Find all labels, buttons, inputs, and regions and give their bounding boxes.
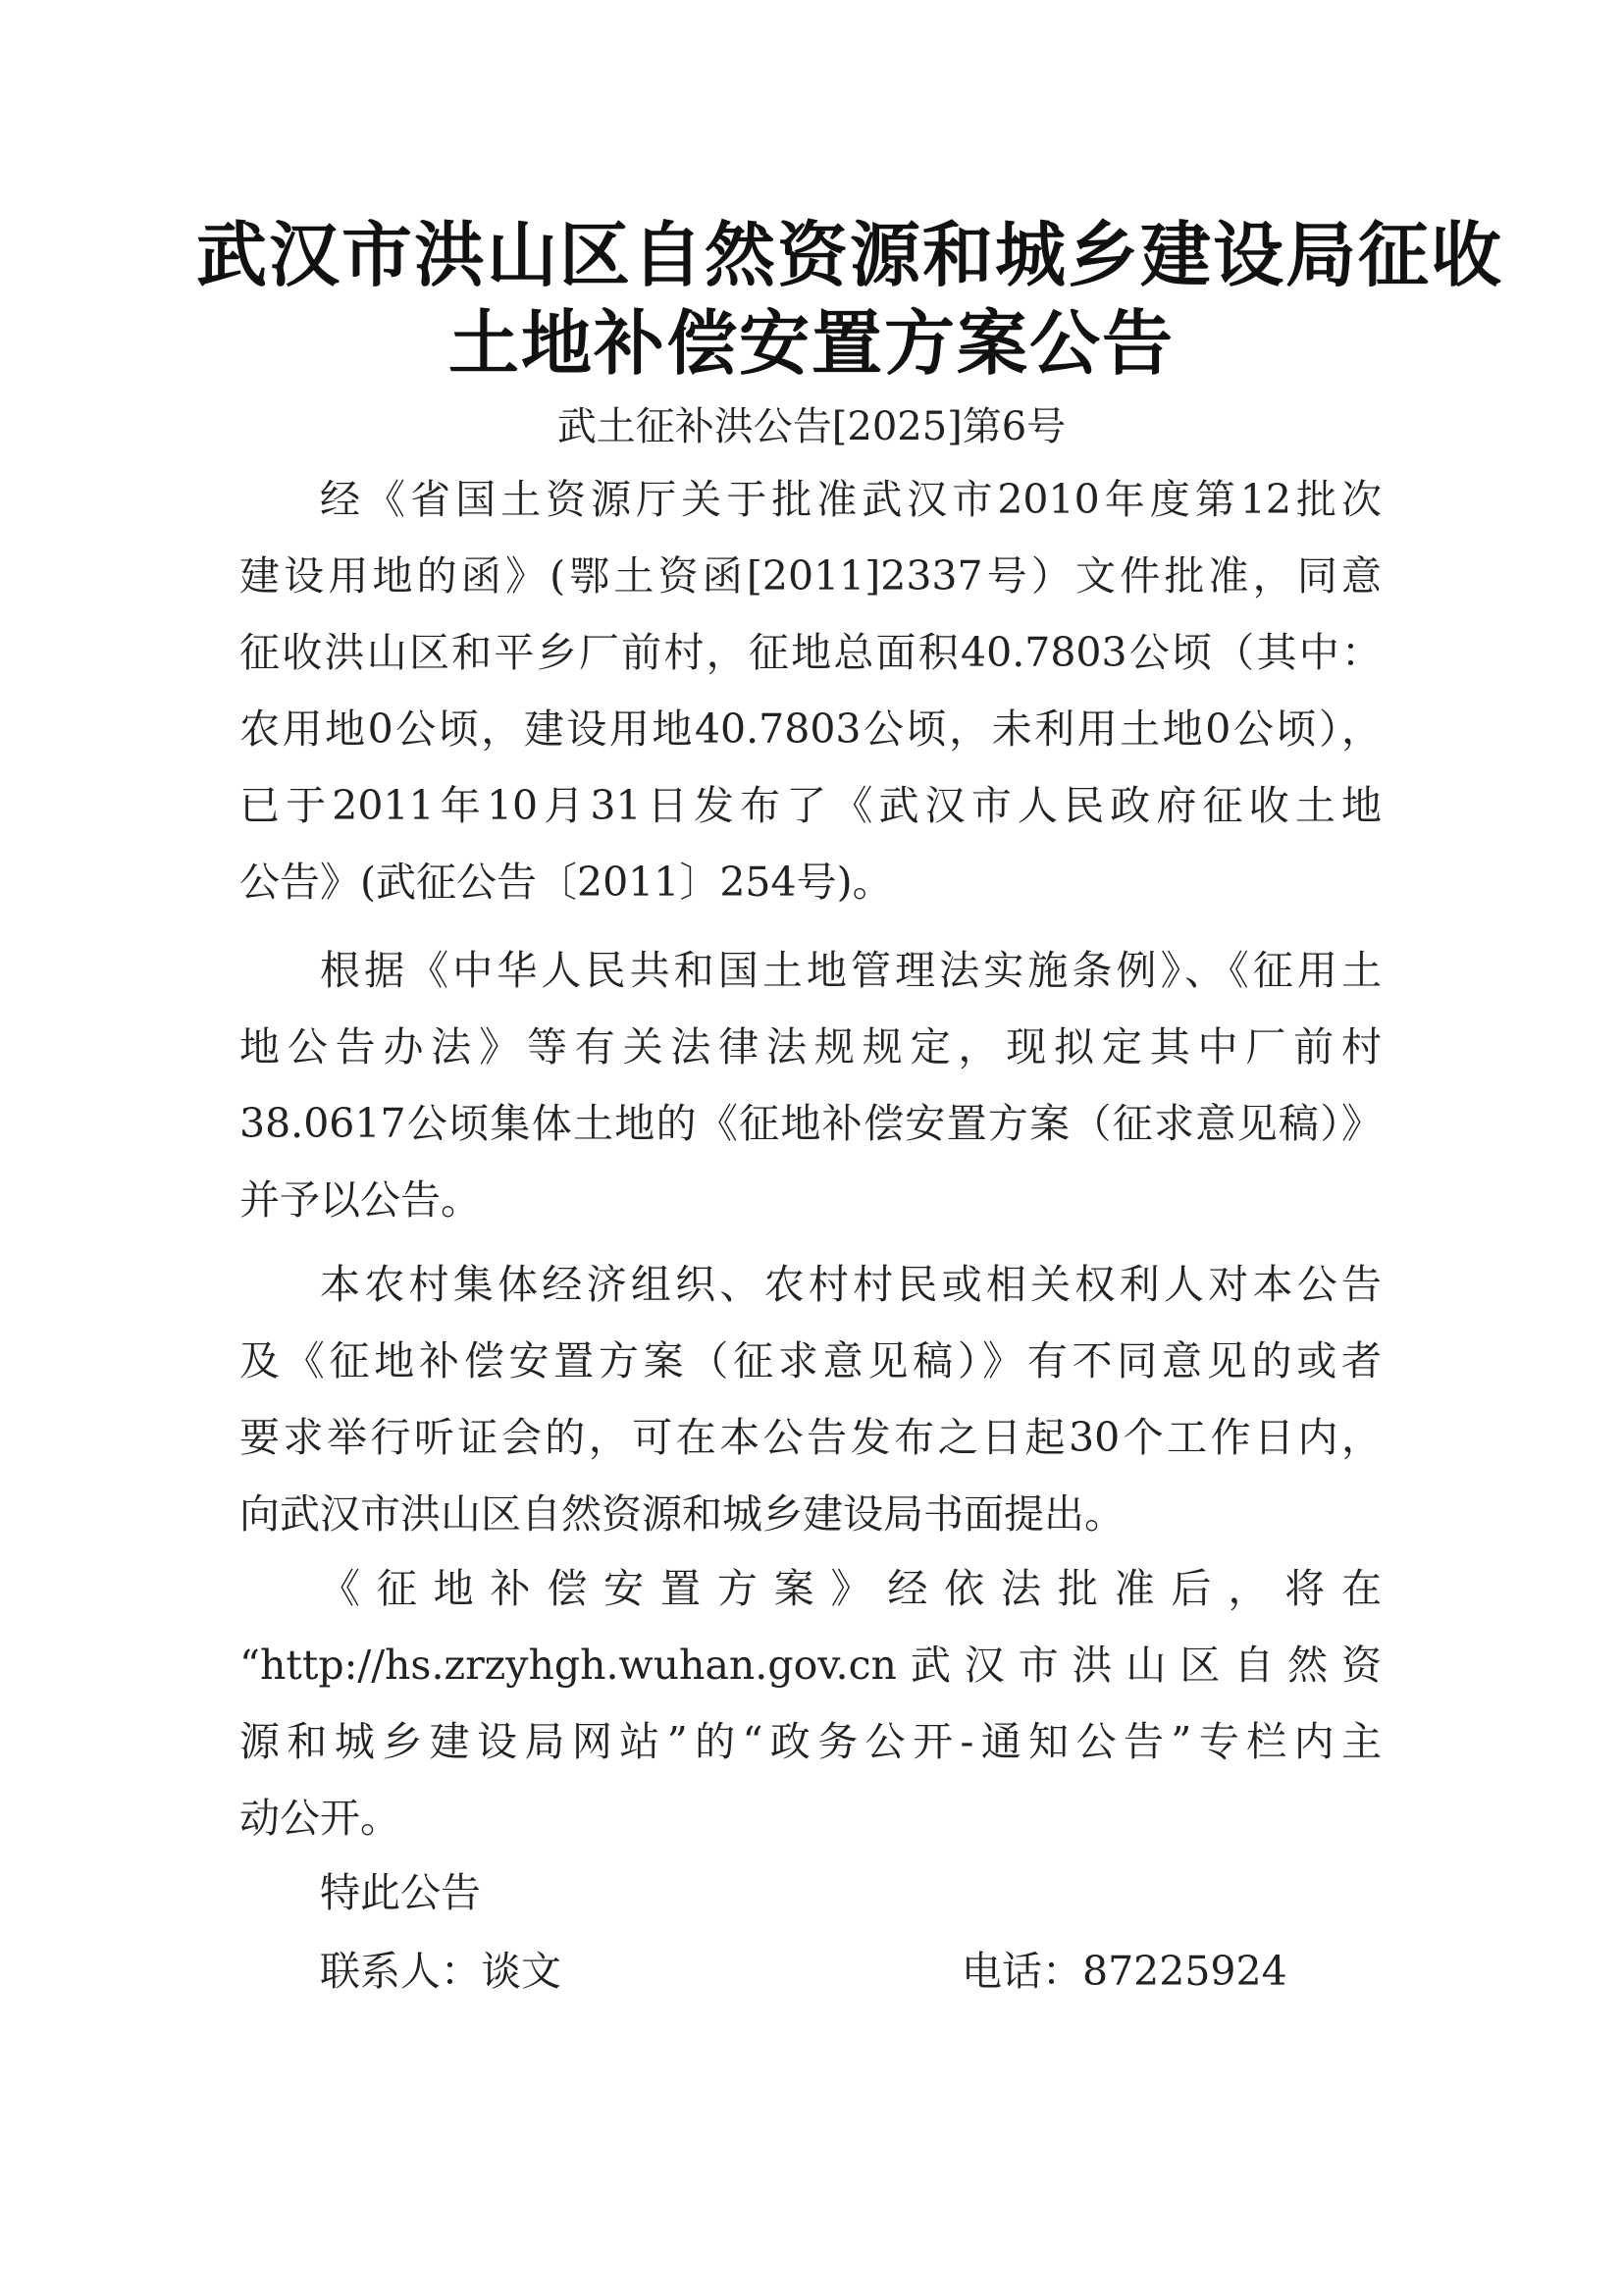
text-line: 要求举行听证会的，可在本公告发布之日起30个工作日内， [239,1414,1382,1461]
document-number: 武土征补洪公告[2025]第6号 [556,404,1067,449]
text-line: 经《省国土资源厅关于批准武汉市2010年度第12批次 [320,476,1382,523]
closing-block [239,1854,1382,1931]
contact-row [320,1933,1399,2009]
paragraph-publication [239,1550,1382,1856]
text-line: 农用地0公顷，建设用地40.7803公顷，未利用土地0公顷）， [239,705,1382,753]
text-line: 本农村集体经济组织、农村村民或相关权利人对本公告 [320,1261,1382,1308]
contact-phone: 电话：87225924 [962,1948,1287,1995]
text-line: 及《征地补偿安置方案（征求意见稿）》有不同意见的或者 [239,1337,1382,1384]
paragraph-approval [239,461,1382,920]
paragraph-objections [239,1246,1382,1552]
paragraph-legal-basis [239,932,1382,1238]
text-line: 征收洪山区和平乡厂前村，征地总面积40.7803公顷（其中： [239,629,1382,676]
notice-title-line-2: 土地补偿安置方案公告 [447,302,1175,385]
text-line: “http://hs.zrzyhgh.wuhan.gov.cn武汉市洪山区自然资 [239,1642,1382,1689]
text-line: 源和城乡建设局网站”的“政务公开-通知公告”专栏内主 [239,1718,1382,1765]
contact-person: 联系人：谈文 [320,1948,561,1995]
text-line: 公告》(武征公告〔2011〕254号)。 [239,859,893,906]
text-line: 动公开。 [239,1795,400,1842]
text-line: 根据《中华人民共和国土地管理法实施条例》、《征用土 [320,947,1382,994]
closing-text: 特此公告 [320,1869,481,1916]
text-line: 向武汉市洪山区自然资源和城乡建设局书面提出。 [239,1490,1125,1538]
text-line: 《征地补偿安置方案》经依法批准后，将在 [320,1565,1382,1612]
text-line: 地公告办法》等有关法律法规规定，现拟定其中厂前村 [239,1023,1382,1070]
text-line: 已于2011年10月31日发布了《武汉市人民政府征收土地 [239,782,1382,829]
text-line: 建设用地的函》(鄂土资函[2011]2337号）文件批准，同意 [239,552,1382,600]
notice-title-line-1: 武汉市洪山区自然资源和城乡建设局征收 [196,214,1504,296]
text-line: 并予以公告。 [239,1176,481,1224]
text-line: 38.0617公顷集体土地的《征地补偿安置方案（征求意见稿）》 [239,1100,1382,1147]
